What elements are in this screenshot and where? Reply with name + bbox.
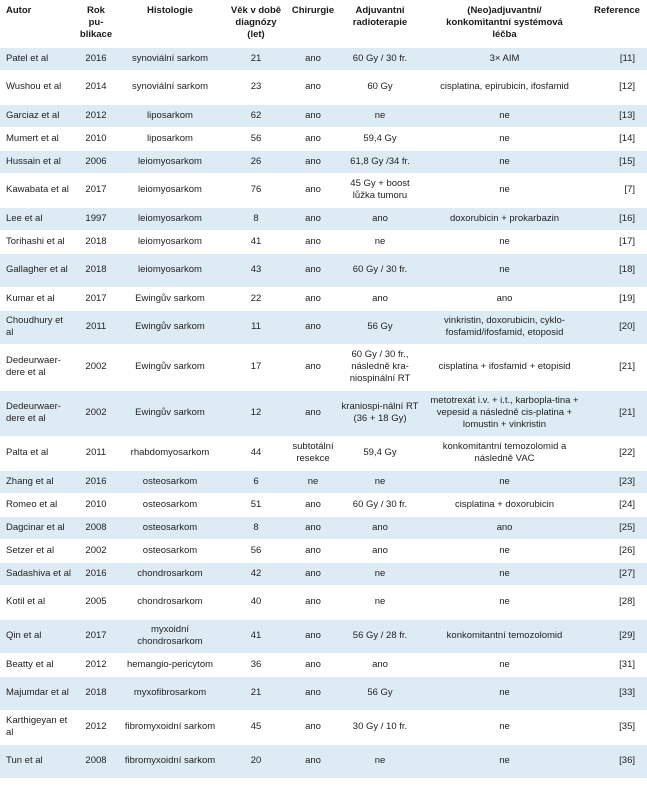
table-row <box>0 470 647 493</box>
table-row <box>0 150 647 173</box>
cell-radioterapie: ano <box>338 207 422 230</box>
cell-radioterapie: 59,4 Gy <box>338 127 422 150</box>
cell-rok: 2006 <box>76 150 116 173</box>
cell-rok: 2008 <box>76 516 116 539</box>
cell-radioterapie: ano <box>338 539 422 562</box>
table-row <box>0 70 647 104</box>
cell-rok: 2008 <box>76 744 116 778</box>
table-row <box>0 653 647 676</box>
table-row <box>0 47 647 70</box>
cell-radioterapie: 56 Gy <box>338 676 422 710</box>
table-row <box>0 104 647 127</box>
cell-autor: Gallagher et al <box>0 253 76 287</box>
cell-radioterapie: 60 Gy <box>338 70 422 104</box>
cell-systemova-lecba: konkomitantní temozolomid <box>422 619 587 653</box>
cell-chirurgie: ano <box>288 230 338 253</box>
cell-reference: [14] <box>587 127 647 150</box>
cell-rok: 2005 <box>76 585 116 619</box>
cell-reference: [35] <box>587 710 647 744</box>
cell-rok: 2011 <box>76 310 116 344</box>
cell-radioterapie: ne <box>338 585 422 619</box>
cell-radioterapie: 60 Gy / 30 fr. <box>338 493 422 516</box>
cell-autor: Wushou et al <box>0 70 76 104</box>
cell-radioterapie: ne <box>338 562 422 585</box>
cell-vek: 12 <box>224 390 288 436</box>
cell-histologie: osteosarkom <box>116 470 224 493</box>
cell-chirurgie: ano <box>288 562 338 585</box>
cell-radioterapie: ano <box>338 653 422 676</box>
cell-vek: 40 <box>224 585 288 619</box>
cell-vek: 56 <box>224 127 288 150</box>
cell-systemova-lecba: ne <box>422 253 587 287</box>
cell-radioterapie: 30 Gy / 10 fr. <box>338 710 422 744</box>
cell-radioterapie: 59,4 Gy <box>338 436 422 470</box>
cell-rok: 2018 <box>76 253 116 287</box>
cell-autor: Choudhury et al <box>0 310 76 344</box>
cell-reference: [19] <box>587 287 647 310</box>
cell-chirurgie: ano <box>288 539 338 562</box>
cell-histologie: leiomyosarkom <box>116 150 224 173</box>
cell-autor: Romeo et al <box>0 493 76 516</box>
cell-vek: 41 <box>224 230 288 253</box>
table-row <box>0 493 647 516</box>
cell-rok: 2012 <box>76 653 116 676</box>
cell-chirurgie: ano <box>288 516 338 539</box>
cell-autor: Beatty et al <box>0 653 76 676</box>
cell-histologie: Ewingův sarkom <box>116 310 224 344</box>
cell-rok: 1997 <box>76 207 116 230</box>
cell-rok: 2002 <box>76 390 116 436</box>
table-row <box>0 344 647 390</box>
cell-systemova-lecba: doxorubicin + prokarbazin <box>422 207 587 230</box>
cell-reference: [13] <box>587 104 647 127</box>
cell-systemova-lecba: ne <box>422 710 587 744</box>
cell-radioterapie: ano <box>338 516 422 539</box>
cell-radioterapie: 56 Gy <box>338 310 422 344</box>
cell-autor: Setzer et al <box>0 539 76 562</box>
cell-systemova-lecba: metotrexát i.v. + i.t., karbopla-tina + vepesid a následně cis-platina + lomustin + vinkristin <box>422 390 587 436</box>
cell-rok: 2002 <box>76 539 116 562</box>
cell-rok: 2017 <box>76 619 116 653</box>
cell-histologie: chondrosarkom <box>116 562 224 585</box>
table-row <box>0 127 647 150</box>
cell-autor: Karthigeyan et al <box>0 710 76 744</box>
header-vek: Věk v době diagnózy (let) <box>224 0 288 47</box>
cell-autor: Kotil et al <box>0 585 76 619</box>
table-row <box>0 539 647 562</box>
cell-chirurgie: ano <box>288 207 338 230</box>
cell-histologie: Ewingův sarkom <box>116 287 224 310</box>
table-row <box>0 619 647 653</box>
cell-histologie: osteosarkom <box>116 493 224 516</box>
cell-histologie: synoviální sarkom <box>116 70 224 104</box>
cell-rok: 2018 <box>76 676 116 710</box>
cell-chirurgie: ano <box>288 173 338 207</box>
cell-vek: 23 <box>224 70 288 104</box>
cell-reference: [33] <box>587 676 647 710</box>
cell-autor: Kawabata et al <box>0 173 76 207</box>
cell-vek: 21 <box>224 47 288 70</box>
cell-histologie: leiomyosarkom <box>116 173 224 207</box>
header-reference: Reference <box>587 0 647 47</box>
cell-radioterapie: 56 Gy / 28 fr. <box>338 619 422 653</box>
cell-chirurgie: ano <box>288 70 338 104</box>
cell-autor: Kumar et al <box>0 287 76 310</box>
cell-autor: Dedeurwaer-dere et al <box>0 344 76 390</box>
cell-histologie: myxoidní chondrosarkom <box>116 619 224 653</box>
cell-vek: 21 <box>224 676 288 710</box>
cell-histologie: leiomyosarkom <box>116 253 224 287</box>
cell-systemova-lecba: ne <box>422 676 587 710</box>
cell-reference: [11] <box>587 47 647 70</box>
table-row <box>0 676 647 710</box>
cell-chirurgie: ano <box>288 493 338 516</box>
cell-chirurgie: ano <box>288 104 338 127</box>
cell-systemova-lecba: ne <box>422 173 587 207</box>
cell-systemova-lecba: ne <box>422 562 587 585</box>
table-row <box>0 516 647 539</box>
cell-rok: 2017 <box>76 287 116 310</box>
cell-rok: 2011 <box>76 436 116 470</box>
cell-rok: 2012 <box>76 710 116 744</box>
cell-chirurgie: ano <box>288 744 338 778</box>
cell-reference: [26] <box>587 539 647 562</box>
cell-reference: [25] <box>587 516 647 539</box>
cell-reference: [20] <box>587 310 647 344</box>
cell-systemova-lecba: cisplatina + ifosfamid + etopisid <box>422 344 587 390</box>
table-row <box>0 562 647 585</box>
cell-reference: [29] <box>587 619 647 653</box>
cell-rok: 2014 <box>76 70 116 104</box>
table-header-row <box>0 0 647 47</box>
cell-histologie: osteosarkom <box>116 516 224 539</box>
cell-vek: 22 <box>224 287 288 310</box>
cell-chirurgie: ano <box>288 310 338 344</box>
cell-systemova-lecba: vinkristin, doxorubicin, cyklo-fosfamid/ifosfamid, etoposid <box>422 310 587 344</box>
cell-rok: 2002 <box>76 344 116 390</box>
cell-chirurgie: ano <box>288 676 338 710</box>
cell-vek: 76 <box>224 173 288 207</box>
cell-histologie: Ewingův sarkom <box>116 390 224 436</box>
cell-vek: 43 <box>224 253 288 287</box>
cell-histologie: osteosarkom <box>116 539 224 562</box>
cell-reference: [28] <box>587 585 647 619</box>
cell-reference: [7] <box>587 173 647 207</box>
cell-reference: [17] <box>587 230 647 253</box>
cell-vek: 8 <box>224 516 288 539</box>
cell-autor: Sadashiva et al <box>0 562 76 585</box>
cell-vek: 62 <box>224 104 288 127</box>
cell-radioterapie: 60 Gy / 30 fr. <box>338 47 422 70</box>
table-row <box>0 287 647 310</box>
cell-autor: Palta et al <box>0 436 76 470</box>
cell-systemova-lecba: ano <box>422 516 587 539</box>
cell-chirurgie: ano <box>288 619 338 653</box>
cell-chirurgie: ano <box>288 585 338 619</box>
cell-histologie: liposarkom <box>116 104 224 127</box>
cell-systemova-lecba: ne <box>422 539 587 562</box>
cell-histologie: fibromyxoidní sarkom <box>116 710 224 744</box>
cell-reference: [22] <box>587 436 647 470</box>
cell-systemova-lecba: cisplatina + doxorubicin <box>422 493 587 516</box>
cell-reference: [16] <box>587 207 647 230</box>
table-row <box>0 710 647 744</box>
cell-chirurgie: ano <box>288 710 338 744</box>
cell-radioterapie: kraniospi-nální RT (36 + 18 Gy) <box>338 390 422 436</box>
cell-radioterapie: ne <box>338 230 422 253</box>
cell-histologie: myxofibrosarkom <box>116 676 224 710</box>
cell-autor: Hussain et al <box>0 150 76 173</box>
table-row <box>0 436 647 470</box>
cell-autor: Dedeurwaer-dere et al <box>0 390 76 436</box>
cell-vek: 17 <box>224 344 288 390</box>
cell-chirurgie: ano <box>288 127 338 150</box>
cell-rok: 2010 <box>76 493 116 516</box>
cell-radioterapie: 60 Gy / 30 fr., následně kra-niospinální RT <box>338 344 422 390</box>
cell-chirurgie: ano <box>288 287 338 310</box>
cell-vek: 26 <box>224 150 288 173</box>
cell-histologie: leiomyosarkom <box>116 207 224 230</box>
cell-systemova-lecba: konkomitantní temozolomid a následně VAC <box>422 436 587 470</box>
table-row <box>0 744 647 778</box>
cell-vek: 8 <box>224 207 288 230</box>
cell-rok: 2010 <box>76 127 116 150</box>
cell-systemova-lecba: ne <box>422 127 587 150</box>
table-row <box>0 585 647 619</box>
header-histologie: Histologie <box>116 0 224 47</box>
cell-chirurgie: ne <box>288 470 338 493</box>
cell-autor: Qin et al <box>0 619 76 653</box>
cell-systemova-lecba: ne <box>422 470 587 493</box>
cell-chirurgie: ano <box>288 344 338 390</box>
cell-histologie: liposarkom <box>116 127 224 150</box>
cell-vek: 56 <box>224 539 288 562</box>
cell-vek: 20 <box>224 744 288 778</box>
cell-histologie: synoviální sarkom <box>116 47 224 70</box>
header-autor: Autor <box>0 0 76 47</box>
cell-autor: Dagcinar et al <box>0 516 76 539</box>
cell-vek: 51 <box>224 493 288 516</box>
cell-autor: Garciaz et al <box>0 104 76 127</box>
cell-histologie: Ewingův sarkom <box>116 344 224 390</box>
cell-vek: 45 <box>224 710 288 744</box>
cell-chirurgie: subtotální resekce <box>288 436 338 470</box>
cell-reference: [36] <box>587 744 647 778</box>
cell-chirurgie: ano <box>288 150 338 173</box>
table-row <box>0 230 647 253</box>
table-row <box>0 207 647 230</box>
cell-vek: 11 <box>224 310 288 344</box>
cell-reference: [24] <box>587 493 647 516</box>
cell-autor: Tun et al <box>0 744 76 778</box>
cell-radioterapie: ne <box>338 470 422 493</box>
cell-reference: [27] <box>587 562 647 585</box>
cell-reference: [23] <box>587 470 647 493</box>
table-body <box>0 47 647 778</box>
cell-chirurgie: ano <box>288 653 338 676</box>
table-row <box>0 173 647 207</box>
cell-radioterapie: 60 Gy / 30 fr. <box>338 253 422 287</box>
header-rok: Rok pu- blikace <box>76 0 116 47</box>
cell-systemova-lecba: ne <box>422 653 587 676</box>
table-row <box>0 310 647 344</box>
cell-systemova-lecba: ne <box>422 104 587 127</box>
cell-radioterapie: ano <box>338 287 422 310</box>
cell-chirurgie: ano <box>288 390 338 436</box>
cell-systemova-lecba: 3× AIM <box>422 47 587 70</box>
cell-systemova-lecba: cisplatina, epirubicin, ifosfamid <box>422 70 587 104</box>
cell-rok: 2018 <box>76 230 116 253</box>
cell-vek: 6 <box>224 470 288 493</box>
cell-reference: [12] <box>587 70 647 104</box>
cell-histologie: leiomyosarkom <box>116 230 224 253</box>
cell-autor: Mumert et al <box>0 127 76 150</box>
table-row <box>0 390 647 436</box>
cell-reference: [15] <box>587 150 647 173</box>
cell-vek: 41 <box>224 619 288 653</box>
cell-systemova-lecba: ano <box>422 287 587 310</box>
cell-systemova-lecba: ne <box>422 585 587 619</box>
header-radioterapie: Adjuvantní radioterapie <box>338 0 422 47</box>
cell-histologie: hemangio-pericytom <box>116 653 224 676</box>
cell-reference: [21] <box>587 344 647 390</box>
cell-histologie: fibromyxoidní sarkom <box>116 744 224 778</box>
cell-histologie: rhabdomyosarkom <box>116 436 224 470</box>
cell-reference: [21] <box>587 390 647 436</box>
cell-vek: 44 <box>224 436 288 470</box>
cell-rok: 2016 <box>76 470 116 493</box>
cell-radioterapie: ne <box>338 104 422 127</box>
cell-rok: 2016 <box>76 47 116 70</box>
cell-reference: [31] <box>587 653 647 676</box>
cell-autor: Majumdar et al <box>0 676 76 710</box>
table-row <box>0 253 647 287</box>
cell-vek: 36 <box>224 653 288 676</box>
cell-rok: 2012 <box>76 104 116 127</box>
cell-autor: Torihashi et al <box>0 230 76 253</box>
cell-radioterapie: 45 Gy + boost lůžka tumoru <box>338 173 422 207</box>
cell-systemova-lecba: ne <box>422 744 587 778</box>
cell-rok: 2016 <box>76 562 116 585</box>
cell-chirurgie: ano <box>288 47 338 70</box>
cell-radioterapie: ne <box>338 744 422 778</box>
cell-rok: 2017 <box>76 173 116 207</box>
cell-systemova-lecba: ne <box>422 230 587 253</box>
cell-systemova-lecba: ne <box>422 150 587 173</box>
cell-autor: Lee et al <box>0 207 76 230</box>
cell-radioterapie: 61,8 Gy /34 fr. <box>338 150 422 173</box>
cell-autor: Patel et al <box>0 47 76 70</box>
cell-histologie: chondrosarkom <box>116 585 224 619</box>
header-chirurgie: Chirurgie <box>288 0 338 47</box>
cell-vek: 42 <box>224 562 288 585</box>
header-systemova-lecba: (Neo)adjuvantní/ konkomitantní systémová léčba <box>422 0 587 47</box>
cell-chirurgie: ano <box>288 253 338 287</box>
cell-autor: Zhang et al <box>0 470 76 493</box>
cell-reference: [18] <box>587 253 647 287</box>
